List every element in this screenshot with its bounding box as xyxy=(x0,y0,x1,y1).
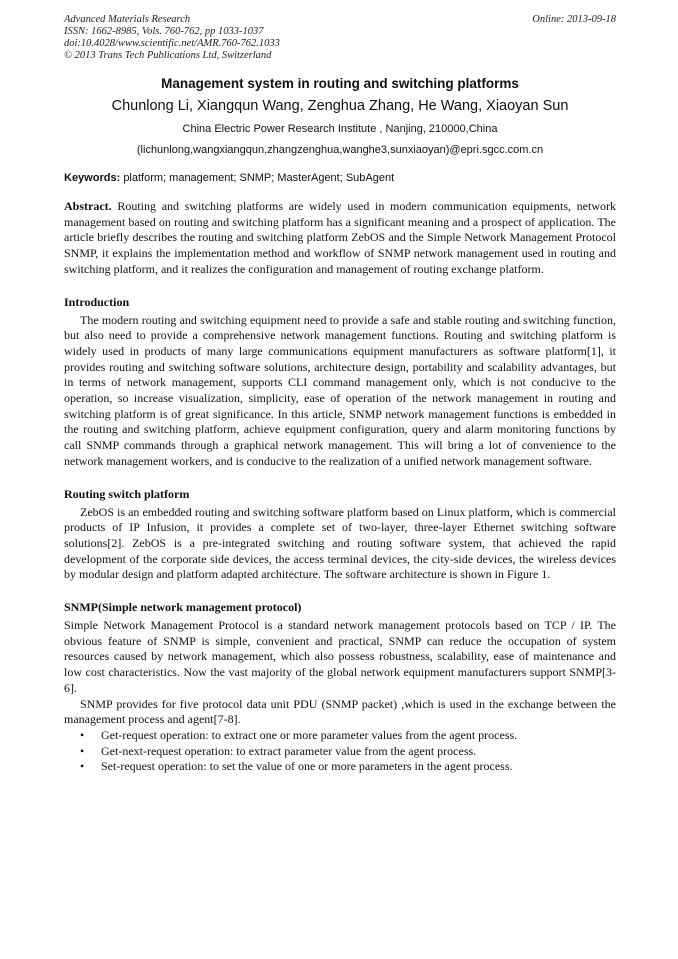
list-item-text: Get-next-request operation: to extract parameter value from the agent process. xyxy=(101,743,477,758)
author-emails: (lichunlong,wangxiangqun,zhangzenghua,wanghe3,sunxiaoyan)@epri.sgcc.com.cn xyxy=(136,144,544,156)
abstract-text: Routing and switching platforms are widely used in modern communication equipments, network management based on routing and switching platform has a significant meaning and a prospect of application. The article briefly describes the routing and switching platform ZebOS and the Simple Network Management Protocol SNMP, it explains the implementation method and workflow of SNMP network management used in routing and switching platform, and it realizes the configuration and management of routing exchange platform. xyxy=(64,199,617,276)
snmp-paragraph-1: Simple Network Management Protocol is a standard network management protocols based on TCP / IP. The obvious feature of SNMP is simple, convenient and practical, SNMP can reduce the occupation of system resources caused by network management, which also possess robustness, scalability, ease of maintenance and low cost characteristics. Now the vast majority of the global network equipment manufacturers support SNMP[3-6]. xyxy=(64,618,616,695)
keywords xyxy=(64,172,616,184)
author-list: Chunlong Li, Xiangqun Wang, Zenghua Zhang, He Wang, Xiaoyan Sun xyxy=(111,98,569,114)
intro-paragraph: The modern routing and switching equipment need to provide a safe and stable routing and switching function, but also need to provide a comprehensive network management functions. Routing and switching platform is widely used in products of many large communications equipment manufacturers as software platform[1], it provides routing and switching software solutions, architecture design, portability and scalability advantages, but in terms of network management, supports CLI command management only, which is not conducive to the operation, so increase visualization, simplicity, ease of operation of the network management in routing and switching platform is of great significance. In this article, SNMP network management functions is embedded in the routing and switching platform, achieve equipment configuration, query and alarm monitoring functions by call SNMP commands through a graphical network management. This will bring a lot of convenience to the network management workers, and is conducive to the realization of a unified network management software. xyxy=(64,312,616,468)
abstract xyxy=(64,199,616,278)
bullet-icon: • xyxy=(80,727,85,742)
doi-line: doi:10.4028/www.scientific.net/AMR.760-762.1033 xyxy=(64,38,280,49)
copyright-line: © 2013 Trans Tech Publications Ltd, Switzerland xyxy=(64,50,272,61)
online-date: Online: 2013-09-18 xyxy=(532,14,616,25)
affiliation: China Electric Power Research Institute , Nanjing, 210000,China xyxy=(182,123,498,135)
keywords-text: platform; management; SNMP; MasterAgent; SubAgent xyxy=(123,172,395,184)
list-item-text: Set-request operation: to set the value of one or more parameters in the agent process. xyxy=(101,759,513,774)
abstract-label: Abstract. xyxy=(64,199,112,213)
list-item xyxy=(64,759,616,775)
list-item xyxy=(64,728,616,744)
section-heading-snmp: SNMP(Simple network management protocol) xyxy=(64,600,302,615)
keywords-label: Keywords: xyxy=(64,172,121,184)
bullet-icon: • xyxy=(80,759,85,774)
paper-title: Management system in routing and switching platforms xyxy=(161,76,519,91)
paper-page xyxy=(64,14,616,775)
issn-line: ISSN: 1662-8985, Vols. 760-762, pp 1033-1037 xyxy=(64,26,264,37)
list-item-text: Get-request operation: to extract one or more parameter values from the agent process. xyxy=(101,727,518,742)
bullet-icon: • xyxy=(80,743,85,758)
snmp-paragraph-2: SNMP provides for five protocol data unit PDU (SNMP packet) ,which is used in the exchange between the management process and agent[7-8]. xyxy=(64,696,616,727)
pdu-operation-list xyxy=(64,728,616,775)
routing-paragraph: ZebOS is an embedded routing and switching software platform based on Linux platform, which is commercial products of IP Infusion, it provides a complete set of two-layer, three-layer Ethernet switching software solutions[2]. ZebOS is a pre-integrated switching and routing software system, that achieved the rapid development of the corporate side devices, the access terminal devices, the city-side devices, the wireless devices by modular design and platform adapted architecture. The software architecture is shown in Figure 1. xyxy=(64,504,616,582)
journal-header xyxy=(64,14,616,62)
section-heading-routing-switch-platform: Routing switch platform xyxy=(64,486,190,501)
list-item xyxy=(64,744,616,760)
journal-name: Advanced Materials Research xyxy=(64,14,191,25)
section-heading-introduction: Introduction xyxy=(64,294,130,309)
